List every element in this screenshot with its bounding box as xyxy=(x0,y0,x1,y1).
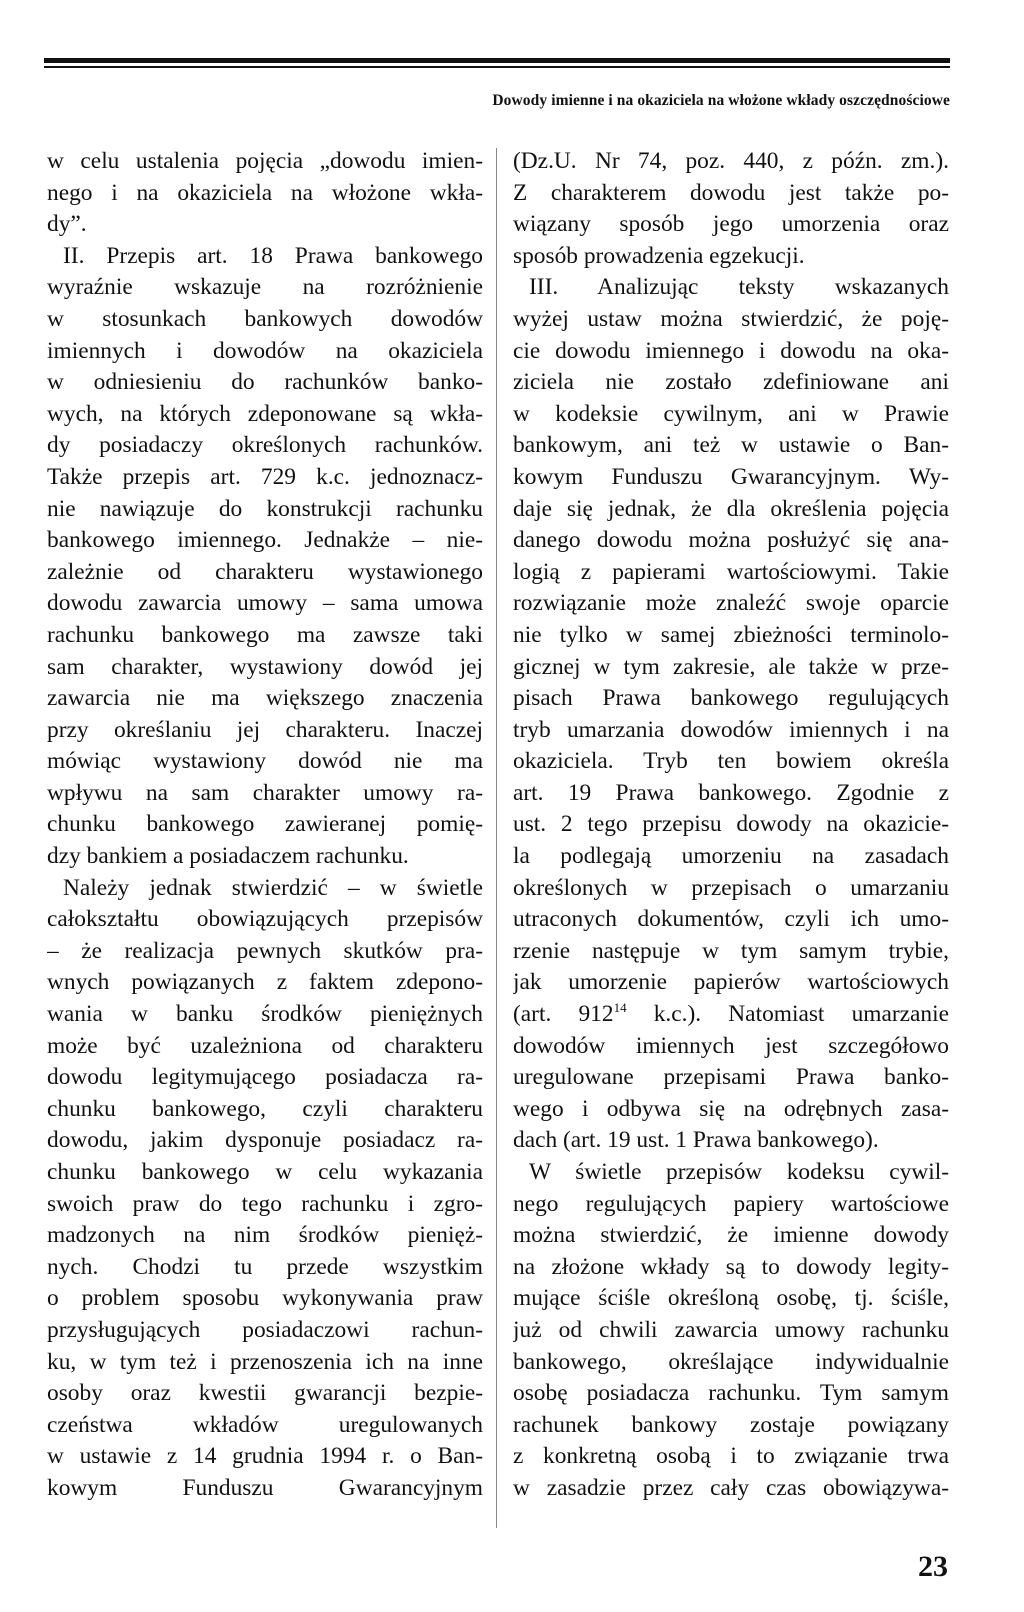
text-line: osoby oraz kwestii gwarancji bezpie- xyxy=(47,1380,483,1407)
text-line: dach (art. 19 ust. 1 Prawa bankowego). xyxy=(513,1127,879,1154)
text-line: Z charakterem dowodu jest także po- xyxy=(513,179,949,206)
text-line: Także przepis art. 729 k.c. jednoznacz- xyxy=(47,463,483,490)
text-line: wego i odbywa się na odrębnych zasa- xyxy=(513,1095,949,1122)
text-line: swoich praw do tego rachunku i zgro- xyxy=(47,1190,483,1217)
text-line: pisach Prawa bankowego regulujących xyxy=(513,685,949,712)
text-line: dowodów imiennych jest szczegółowo xyxy=(513,1032,949,1059)
text-line: nie tylko w samej zbieżności terminolo- xyxy=(513,621,949,648)
text-line: wych, na których zdeponowane są wkła- xyxy=(47,400,483,427)
text-line: kowym Funduszu Gwarancyjnym. Wy- xyxy=(513,463,949,490)
footnote-line xyxy=(513,999,949,1031)
text-line: wyżej ustaw można stwierdzić, że poję- xyxy=(513,305,949,332)
text-line: (Dz.U. Nr 74, poz. 440, z późn. zm.). xyxy=(513,148,949,174)
text-line: chunku bankowego w celu wykazania xyxy=(47,1159,483,1185)
text-line: wpływu na sam charakter umowy ra- xyxy=(47,779,483,806)
text-line: rachunek bankowy zostaje powiązany xyxy=(513,1411,949,1438)
text-line: okaziciela. Tryb ten bowiem określa xyxy=(513,748,949,775)
text-line: dy”. xyxy=(47,211,87,238)
text-line: mujące ściśle określoną osobę, tj. ściśle, xyxy=(513,1285,949,1312)
text-line: mówiąc wystawiony dowód nie ma xyxy=(47,748,483,775)
header-rule-thin xyxy=(44,66,950,68)
text-line: dowodu legitymującego posiadacza ra- xyxy=(47,1064,483,1091)
text-line: wiązany sposób jego umorzenia oraz xyxy=(513,211,949,238)
text-line: rachunku bankowego ma zawsze taki xyxy=(47,621,483,648)
text-line: już od chwili zawarcia umowy rachunku xyxy=(513,1316,949,1343)
text-line: ziciela nie zostało zdefiniowane ani xyxy=(513,369,949,396)
text-line: przysługujących posiadaczowi rachun- xyxy=(47,1316,483,1343)
text-line: III. Analizując teksty wskazanych xyxy=(529,274,949,301)
text-line: chunku bankowego, czyli charakteru xyxy=(47,1095,483,1122)
text-line: madzonych na nim środków pienięż- xyxy=(47,1222,483,1249)
text-line: danego dowodu można posłużyć się ana- xyxy=(513,527,949,554)
text-line: dowodu, jakim dysponuje posiadacz ra- xyxy=(47,1127,483,1154)
text-line: daje się jednak, że dla określenia pojęcia xyxy=(513,495,949,522)
text-line: jak umorzenie papierów wartościowych xyxy=(513,969,949,996)
text-line: dy posiadaczy określonych rachunków. xyxy=(47,432,483,459)
left-column xyxy=(47,146,483,1505)
text-line: nego regulujących papiery wartościowe xyxy=(513,1190,949,1217)
text-line: w zasadzie przez cały czas obowiązywa- xyxy=(513,1474,949,1501)
text-line: kowym Funduszu Gwarancyjnym xyxy=(47,1474,483,1501)
text-line: ku, w tym też i przenoszenia ich na inne xyxy=(47,1348,483,1375)
text-line: bankowego, określające indywidualnie xyxy=(513,1348,949,1375)
text-line: sam charakter, wystawiony dowód jej xyxy=(47,653,483,680)
text-line: Należy jednak stwierdzić – w świetle xyxy=(63,874,483,901)
text-line: na złożone wkłady są to dowody legity- xyxy=(513,1253,949,1280)
text-line: z konkretną osobą i to związanie trwa xyxy=(513,1443,949,1470)
header-rule-thick xyxy=(44,58,950,63)
text-line: W świetle przepisów kodeksu cywil- xyxy=(529,1159,949,1185)
text-line: całokształtu obowiązujących przepisów xyxy=(47,906,483,933)
text-line: dowodu zawarcia umowy – sama umowa xyxy=(47,590,483,617)
text-line: dzy bankiem a posiadaczem rachunku. xyxy=(47,843,409,870)
text-line: przy określaniu jej charakteru. Inaczej xyxy=(47,716,483,743)
text-line: imiennych i dowodów na okaziciela xyxy=(47,337,483,364)
text-line: la podlegają umorzeniu na zasadach xyxy=(513,843,949,870)
text-line: ust. 2 tego przepisu dowody na okazicie- xyxy=(513,811,949,838)
text-line: może być uzależniona od charakteru xyxy=(47,1032,483,1059)
text-line: tryb umarzania dowodów imiennych i na xyxy=(513,716,949,743)
text-line: w celu ustalenia pojęcia „dowodu imien- xyxy=(47,148,483,174)
text-line: wania w banku środków pieniężnych xyxy=(47,1001,483,1028)
text-line: sposób prowadzenia egzekucji. xyxy=(513,242,805,269)
footnote-reference: 14 xyxy=(613,1000,627,1016)
text-line: utraconych dokumentów, czyli ich umo- xyxy=(513,906,949,933)
text-line: II. Przepis art. 18 Prawa bankowego xyxy=(63,242,483,269)
text-line: chunku bankowego zawieranej pomię- xyxy=(47,811,483,838)
text-line: art. 19 Prawa bankowego. Zgodnie z xyxy=(513,779,949,806)
running-head: Dowody imienne i na okaziciela na włożone wkłady oszczędnościowe xyxy=(492,92,950,109)
text-line: cie dowodu imiennego i dowodu na oka- xyxy=(513,337,949,364)
text-line: można stwierdzić, że imienne dowody xyxy=(513,1222,949,1249)
text-line: uregulowane przepisami Prawa banko- xyxy=(513,1064,949,1091)
column-divider xyxy=(496,148,497,1528)
text-line: w stosunkach bankowych dowodów xyxy=(47,305,483,332)
text-line: czeństwa wkładów uregulowanych xyxy=(47,1411,483,1438)
text-line: gicznej w tym zakresie, ale także w prze- xyxy=(513,653,949,680)
text-line: wyraźnie wskazuje na rozróżnienie xyxy=(47,274,483,301)
text-line: bankowego imiennego. Jednakże – nie- xyxy=(47,527,483,554)
text-line: w ustawie z 14 grudnia 1994 r. o Ban- xyxy=(47,1443,483,1470)
text-line: osobę posiadacza rachunku. Tym samym xyxy=(513,1380,949,1407)
text-line: nie nawiązuje do konstrukcji rachunku xyxy=(47,495,483,522)
text-line: w kodeksie cywilnym, ani w Prawie xyxy=(513,400,949,427)
text-line: określonych w przepisach o umarzaniu xyxy=(513,874,949,901)
footnote-line-start: (art. 912 xyxy=(513,1001,614,1028)
text-line: bankowym, ani też w ustawie o Ban- xyxy=(513,432,949,459)
text-line: nych. Chodzi tu przede wszystkim xyxy=(47,1253,483,1280)
footnote-line-end: k.c.). Natomiast umarzanie xyxy=(626,1001,949,1028)
text-line: zawarcia nie ma większego znaczenia xyxy=(47,685,483,712)
text-line: wnych powiązanych z faktem zdepono- xyxy=(47,969,483,996)
text-line: w odniesieniu do rachunków banko- xyxy=(47,369,483,396)
text-line: rzenie następuje w tym samym trybie, xyxy=(513,937,949,964)
text-line: – że realizacja pewnych skutków pra- xyxy=(47,937,483,964)
text-line: nego i na okaziciela na włożone wkła- xyxy=(47,179,483,206)
text-line: o problem sposobu wykonywania praw xyxy=(47,1285,483,1312)
text-line: zależnie od charakteru wystawionego xyxy=(47,558,483,585)
text-line: logią z papierami wartościowymi. Takie xyxy=(513,558,949,585)
page-number: 23 xyxy=(918,1550,948,1583)
text-line: rozwiązanie może znaleźć swoje oparcie xyxy=(513,590,949,617)
right-column xyxy=(513,146,949,1505)
